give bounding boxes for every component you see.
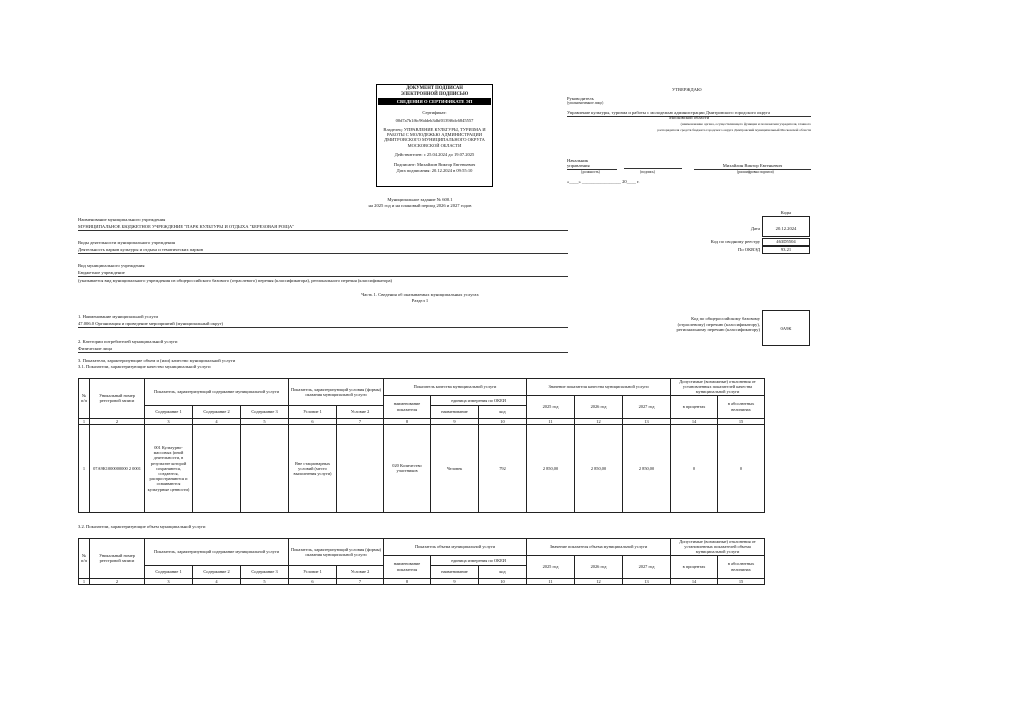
volume-table (78, 538, 765, 585)
v-h-c3: Содержание 3 (241, 565, 289, 578)
codes-registry-value: 463D5504 (776, 239, 796, 244)
q-h-dev: Допустимые (возможные) отклонения от установленных показателей качества муниципальной услуги (671, 379, 765, 396)
col-number: 4 (193, 418, 241, 424)
v-h-no: № п/п (79, 539, 90, 579)
col-number: 10 (479, 418, 527, 424)
q-row-content1: 001 Культурно-массовых (иной деятельности, в результате которой сохраняются, создаются, распространяются и осваиваются культурные ценности) (145, 424, 193, 512)
v-h-abs: в абсолютных величинах (718, 555, 765, 578)
q-row-content3 (241, 424, 289, 512)
q-row-unit-name: Человек (431, 424, 479, 512)
q-row-y2025: 2 850,00 (527, 424, 575, 512)
approval-date-line: «____» _________________ 20____ г. (567, 179, 640, 184)
codes-registry-label: Код по сводному реестру (710, 239, 760, 244)
approval-org-caption1: (наименование органа, осуществляющего функции и полномочия учредителя, главного (680, 122, 811, 126)
v-h-values: Значение показателя объема муниципальной услуги (527, 539, 671, 556)
col-number: 9 (431, 418, 479, 424)
approval-org-line2: Московской области (668, 115, 710, 120)
service-volume-label: 3.2. Показатели, характеризующие объем муниципальной услуги (78, 524, 206, 529)
col-number: 6 (289, 578, 337, 584)
col-number: 2 (90, 578, 145, 584)
institution-type-label: Вид муниципального учреждения (78, 263, 145, 268)
v-h-y2025: 2025 год (527, 555, 575, 578)
v-h-content: Показатель, характеризующий содержание муниципальной услуги (145, 539, 289, 566)
q-h-name: наименование показателя (384, 395, 431, 418)
col-number: 15 (718, 418, 765, 424)
approval-head-label: Руководитель (567, 96, 594, 101)
v-h-volume: Показатель объема муниципальной услуги (384, 539, 527, 556)
approval-head-caption: (уполномоченное лицо) (567, 101, 604, 105)
q-h-content: Показатель, характеризующий содержание муниципальной услуги (145, 379, 289, 406)
col-number: 11 (527, 418, 575, 424)
col-number: 14 (671, 418, 718, 424)
stamp-valid: Действителен: с 25.04.2024 до 19.07.2025 (394, 151, 475, 157)
q-h-unit: единица измерения по ОКЕИ (431, 395, 527, 405)
table-row (79, 424, 765, 512)
q-h-pct: в процентах (671, 395, 718, 418)
service-name-label: 1. Наименование муниципальной услуги (78, 314, 158, 319)
approval-title: УТВЕРЖДАЮ (672, 87, 702, 92)
q-h-values: Значение показателя качества муниципальной услуги (527, 379, 671, 396)
q-h-c1: Содержание 1 (145, 405, 193, 418)
assignment-period: на 2025 год и на плановый период 2026 и 2027 годов (368, 203, 472, 208)
v-h-unit-name: наименование (431, 565, 479, 578)
q-h-y2027: 2027 год (623, 395, 671, 418)
institution-type-value: Бюджетное учреждение (78, 270, 568, 277)
quality-table (78, 378, 765, 513)
service-name-value: 47.006.0 Организация и проведение мероприятий (муниципальный округ) (78, 321, 568, 328)
q-h-y2026: 2026 год (575, 395, 623, 418)
q-h-no: № п/п (79, 379, 90, 419)
col-number: 7 (337, 418, 384, 424)
col-number: 1 (79, 578, 90, 584)
col-number: 12 (575, 578, 623, 584)
q-h-unit-name: наименование (431, 405, 479, 418)
stamp-signer: Подписант: Михайлин Виктор Евгеньевич (393, 162, 476, 168)
approval-org-caption2: распорядителя средств бюджета городского округа Дмитровский муниципальный Московской области (657, 128, 811, 132)
service-consumers-label: 2. Категории потребителей муниципальной услуги (78, 339, 178, 344)
q-row-content2 (193, 424, 241, 512)
institution-name-value: МУНИЦИПАЛЬНОЕ БЮДЖЕТНОЕ УЧРЕЖДЕНИЕ "ПАРК КУЛЬТУРЫ И ОТДЫХА "БЕРЕЗОВАЯ РОЩА" (78, 224, 568, 231)
col-number: 4 (193, 578, 241, 584)
col-number: 11 (527, 578, 575, 584)
v-h-c2: Содержание 2 (193, 565, 241, 578)
q-row-y2027: 2 850,00 (623, 424, 671, 512)
col-number: 7 (337, 578, 384, 584)
service-quality-label: 3.1. Показатели, характеризующие качество муниципальной услуги (78, 364, 211, 369)
q-row-abs: 0 (718, 424, 765, 512)
stamp-owner: Владелец: УПРАВЛЕНИЕ КУЛЬТУРЫ, ТУРИЗМА И РАБОТЫ С МОЛОДЕЖЬЮ АДМИНИСТРАЦИИ ДМИТРОВСКОГО МУНИЦИПАЛЬНОГО ОКРУГА МОСКОВСКОЙ ОБЛАСТИ (383, 126, 486, 148)
approval-cap-signature: (подпись) (640, 170, 655, 174)
codes-date-label: Дата (750, 226, 760, 231)
col-number: 3 (145, 578, 193, 584)
stamp-cert-label: Сертификат: (422, 110, 447, 116)
v-h-pct: в процентах (671, 555, 718, 578)
part-section: Раздел 1 (411, 298, 429, 303)
assignment-title: Муниципальное задание № 600.1 (387, 197, 453, 202)
codes-header: Коды (780, 210, 792, 215)
q-h-quality: Показатель качества муниципальной услуги (384, 379, 527, 396)
q-h-cond: Показатель, характеризующий условия (формы) оказания муниципальной услуги (289, 379, 384, 406)
q-row-reg: 07А9К1000000000 2 0001 (90, 424, 145, 512)
service-indicators-label: 3. Показатели, характеризующие объем и (или) качество муниципальной услуги (78, 358, 236, 363)
col-number: 5 (241, 578, 289, 584)
stamp-sign-date: Дата подписания: 20.12.2024 в 09:55:10 (396, 167, 473, 173)
col-number: 8 (384, 578, 431, 584)
col-number: 10 (479, 578, 527, 584)
approval-position-1: Начальник (567, 158, 589, 163)
institution-name-label: Наименование муниципального учреждения (78, 217, 166, 222)
col-number: 2 (90, 418, 145, 424)
q-row-cond1: Вне стационарных условий (место выполнения услуги) (289, 424, 337, 512)
col-number: 3 (145, 418, 193, 424)
stamp-cert-number: 00d7a7b1f6c96ddeb3dbf0139f6dc6845557 (395, 118, 474, 124)
codes-okved-value: 93.21 (780, 247, 792, 252)
q-h-u2: Условие 2 (337, 405, 384, 418)
v-h-reg: Уникальный номер реестровой записи (90, 539, 145, 579)
q-row-indicator: 020 Количество участников (384, 424, 431, 512)
codes-date-value: 20.12.2024 (775, 226, 797, 231)
approval-cap-name: (расшифровка подписи) (737, 170, 774, 174)
col-number: 15 (718, 578, 765, 584)
v-h-y2026: 2026 год (575, 555, 623, 578)
service-consumers-value: Физические лица (78, 346, 568, 353)
approval-signer-name: Михайлин Виктор Евгеньевич (694, 163, 811, 170)
v-h-unit: единица измерения по ОКЕИ (431, 555, 527, 565)
q-row-y2026: 2 850,00 (575, 424, 623, 512)
q-row-unit-code: 792 (479, 424, 527, 512)
col-number: 13 (623, 418, 671, 424)
q-row-no: 1 (79, 424, 90, 512)
q-h-abs: в абсолютных величинах (718, 395, 765, 418)
col-number: 6 (289, 418, 337, 424)
v-h-c1: Содержание 1 (145, 565, 193, 578)
q-h-u1: Условие 1 (289, 405, 337, 418)
v-h-u1: Условие 1 (289, 565, 337, 578)
q-h-c3: Содержание 3 (241, 405, 289, 418)
stamp-bar: СВЕДЕНИЯ О СЕРТИФИКАТЕ ЭП (378, 98, 491, 105)
v-h-unit-code: код (479, 565, 527, 578)
institution-type-caption: (указывается вид муниципального учреждения из общероссийского базового (отраслевого) перечня (классификатора), регионального перечня (классификатора) (78, 278, 393, 283)
v-h-y2027: 2027 год (623, 555, 671, 578)
approval-position-2: управления (567, 163, 617, 170)
col-number: 13 (623, 578, 671, 584)
q-row-pct: 0 (671, 424, 718, 512)
col-number: 14 (671, 578, 718, 584)
q-h-y2025: 2025 год (527, 395, 575, 418)
v-h-u2: Условие 2 (337, 565, 384, 578)
v-h-dev: Допустимые (возможные) отклонения от установленных показателей объема муниципальной услуги (671, 539, 765, 556)
v-h-cond: Показатель, характеризующий условия (формы) оказания муниципальной услуги (289, 539, 384, 566)
approval-signature-line (624, 168, 682, 169)
q-h-c2: Содержание 2 (193, 405, 241, 418)
stamp-title-2: ЭЛЕКТРОННОЙ ПОДПИСЬЮ (400, 91, 469, 97)
q-h-reg: Уникальный номер реестровой записи (90, 379, 145, 419)
service-basic-code-value: 0А9К (762, 310, 810, 346)
institution-activity-label: Виды деятельности муниципального учреждения (78, 240, 175, 245)
signature-stamp (376, 84, 493, 187)
col-number: 9 (431, 578, 479, 584)
q-h-unit-code: код (479, 405, 527, 418)
volume-number-row (79, 578, 765, 584)
approval-cap-position: (должность) (581, 170, 600, 174)
col-number: 5 (241, 418, 289, 424)
col-number: 8 (384, 418, 431, 424)
approval-org-line1: Управление культуры, туризма и работы с молодежью администрации Дмитровского городского округа (567, 110, 811, 117)
part-title: Часть 1. Сведения об оказываемых муниципальных услугах (361, 292, 479, 297)
service-basic-code-label: Код по общероссийскому базовому (отраслевому) перечню (классификатору), региональному перечню (классификатору) (676, 316, 760, 333)
v-h-name: наименование показателя (384, 555, 431, 578)
institution-activity-value: Деятельность парков культуры и отдыха и тематических парков (78, 247, 568, 254)
codes-okved-label: По ОКВЭД (738, 247, 760, 252)
col-number: 1 (79, 418, 90, 424)
col-number: 12 (575, 418, 623, 424)
stamp-title-1: ДОКУМЕНТ ПОДПИСАН (406, 86, 463, 91)
q-row-cond2 (337, 424, 384, 512)
